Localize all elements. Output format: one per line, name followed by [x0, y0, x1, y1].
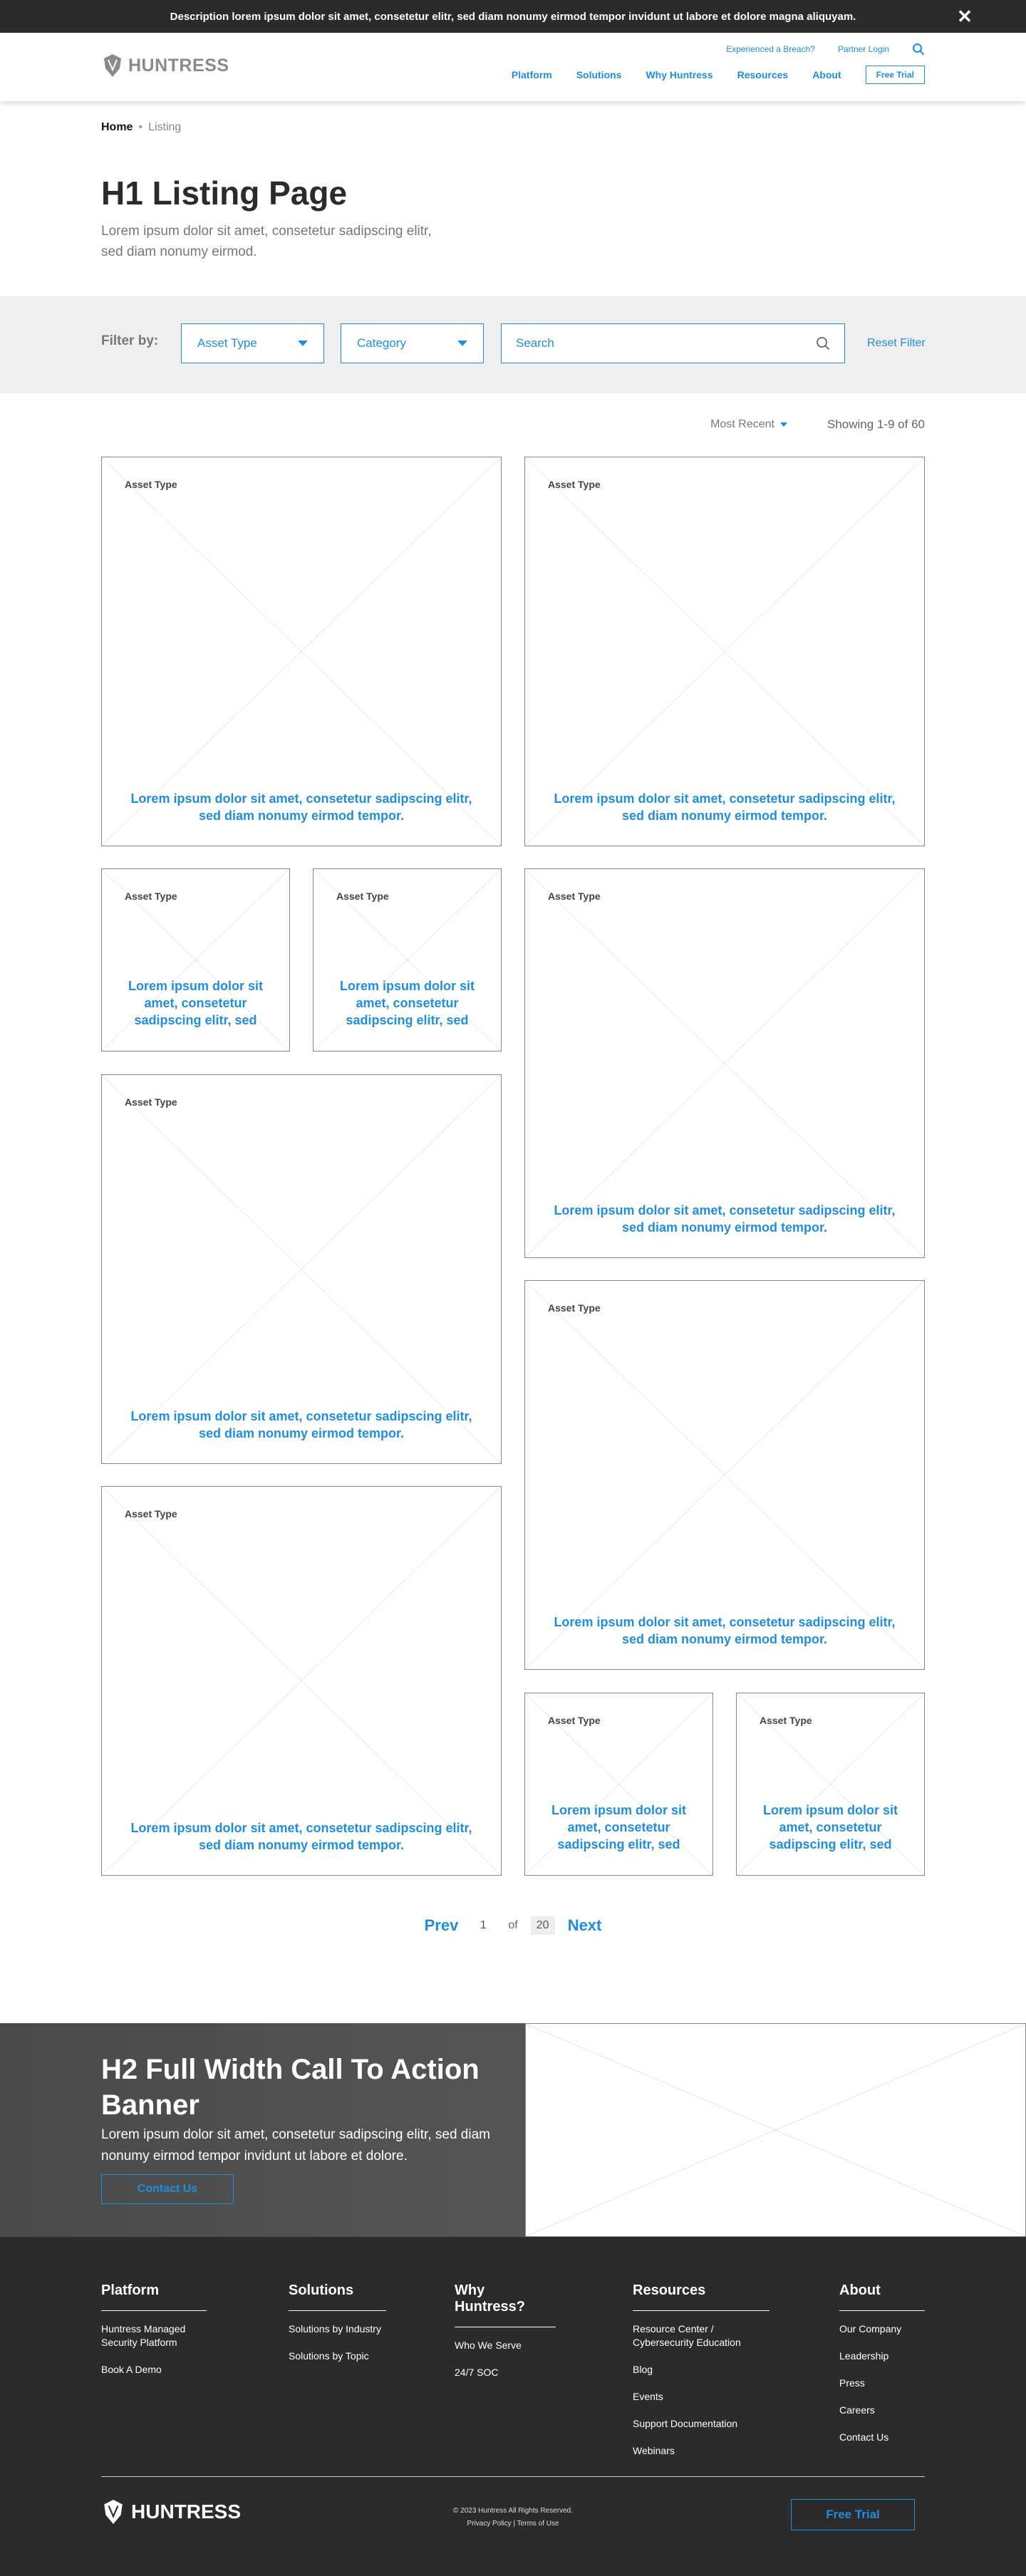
- card-title[interactable]: Lorem ipsum dolor sit amet, consetetur sadipscing elitr, sed diam nonumy eirmod tempor.: [554, 1203, 896, 1235]
- image-placeholder-icon: [102, 1075, 501, 1463]
- footer-link[interactable]: Contact Us: [839, 2431, 889, 2443]
- listing-card[interactable]: [101, 1074, 502, 1464]
- listing-card[interactable]: [101, 457, 502, 846]
- footer-link[interactable]: Webinars: [633, 2445, 675, 2456]
- card-asset-type: Asset Type: [548, 1715, 601, 1726]
- listing-card[interactable]: [736, 1693, 925, 1876]
- card-title[interactable]: Lorem ipsum dolor sit amet, consetetur sadipscing elitr, sed diam nonumy eirmod tempor.: [130, 1409, 472, 1440]
- page-title: H1 Listing Page: [101, 175, 348, 212]
- footer-column-solutions: [289, 2282, 386, 2377]
- card-asset-type: Asset Type: [760, 1715, 812, 1726]
- card-asset-type: Asset Type: [336, 890, 389, 902]
- card-title[interactable]: Lorem ipsum dolor sit amet, consetetur sadipscing elitr, sed diam nonumy eirmod tempor.: [130, 791, 472, 823]
- footer-link[interactable]: Careers: [839, 2404, 875, 2416]
- footer-heading: Why Huntress?: [455, 2282, 556, 2327]
- site-footer: [0, 2237, 1026, 2576]
- results-toolbar: [710, 417, 925, 432]
- legal-separator: |: [513, 2520, 516, 2528]
- listing-card[interactable]: [101, 1486, 502, 1876]
- image-placeholder-icon: [525, 1281, 924, 1669]
- nav-platform[interactable]: Platform: [511, 69, 552, 80]
- asset-type-select[interactable]: [181, 323, 324, 363]
- cta-banner: [0, 2023, 1026, 2237]
- nav-about[interactable]: About: [812, 69, 841, 80]
- image-placeholder-icon: [526, 2024, 1025, 2236]
- search-icon[interactable]: [912, 43, 925, 56]
- breach-link[interactable]: Experienced a Breach?: [726, 44, 815, 54]
- nav-resources[interactable]: Resources: [737, 69, 789, 80]
- sort-dropdown[interactable]: [710, 418, 787, 431]
- nav-solutions[interactable]: Solutions: [576, 69, 622, 80]
- page-of-label: of: [508, 1919, 518, 1931]
- close-icon[interactable]: ✕: [957, 6, 973, 27]
- card-asset-type: Asset Type: [125, 1508, 177, 1520]
- huntress-shield-icon: [101, 53, 124, 78]
- breadcrumb-home[interactable]: Home: [101, 121, 133, 133]
- main-nav: [512, 66, 925, 84]
- footer-column-about: [839, 2282, 925, 2458]
- footer-link[interactable]: Press: [839, 2377, 865, 2389]
- footer-free-trial-button[interactable]: Free Trial: [791, 2499, 915, 2530]
- utility-nav: [726, 43, 925, 56]
- image-placeholder-icon: [525, 869, 924, 1257]
- contact-us-button[interactable]: Contact Us: [101, 2174, 234, 2204]
- footer-heading: Platform: [101, 2282, 207, 2311]
- announcement-text: Description lorem ipsum dolor sit amet, consetetur elitr, sed diam nonumy eirmod tempor invidunt ut labore et dolore magna aliquyam.: [170, 10, 856, 23]
- total-pages: 20: [531, 1916, 555, 1935]
- footer-column-resources: [633, 2282, 770, 2471]
- category-select[interactable]: [341, 323, 484, 363]
- prev-page-link[interactable]: Prev: [424, 1916, 459, 1934]
- search-field: [501, 323, 845, 363]
- image-placeholder-icon: [102, 1487, 501, 1875]
- terms-of-use-link[interactable]: Terms of Use: [517, 2520, 559, 2528]
- pagination: [0, 1916, 1026, 1935]
- card-title[interactable]: Lorem ipsum dolor sit amet, consetetur sadipscing elitr, sed diam nonumy eirmod tempor.: [130, 1821, 472, 1852]
- footer-link[interactable]: Resource Center / Cybersecurity Education: [633, 2323, 741, 2348]
- search-icon[interactable]: [816, 336, 830, 350]
- search-input[interactable]: [516, 336, 801, 350]
- breadcrumb-current: Listing: [148, 121, 182, 133]
- card-asset-type: Asset Type: [125, 1096, 177, 1108]
- chevron-down-icon: [457, 341, 467, 346]
- category-select-value: Category: [357, 336, 406, 350]
- footer-link[interactable]: Our Company: [839, 2323, 902, 2334]
- footer-logo-text: HUNTRESS: [131, 2500, 242, 2523]
- card-asset-type: Asset Type: [548, 890, 601, 902]
- chevron-down-icon: [780, 422, 787, 427]
- filter-bar: [0, 296, 1026, 393]
- card-asset-type: Asset Type: [125, 479, 177, 490]
- current-page[interactable]: 1: [480, 1919, 487, 1931]
- card-title[interactable]: Lorem ipsum dolor sit amet, consetetur sadipscing elitr, sed diam nonumy eirmod tempor.: [554, 1615, 896, 1646]
- cta-body: Lorem ipsum dolor sit amet, consetetur sadipscing elitr, sed diam nonumy eirmod tempor invidunt ut labore et dolore.: [101, 2127, 490, 2164]
- footer-link[interactable]: Events: [633, 2391, 663, 2402]
- card-asset-type: Asset Type: [548, 1302, 601, 1314]
- listing-card[interactable]: [101, 868, 290, 1051]
- footer-column-why-huntress: [455, 2282, 556, 2393]
- announcement-bar: [0, 0, 1026, 33]
- cta-image: [525, 2023, 1026, 2237]
- footer-heading: Solutions: [289, 2282, 386, 2311]
- logo-text: HUNTRESS: [128, 55, 229, 76]
- footer-divider: [101, 2476, 925, 2477]
- listing-card[interactable]: [524, 457, 925, 846]
- listing-card[interactable]: [524, 868, 925, 1258]
- cta-title: H2 Full Width Call To Action Banner: [101, 2054, 480, 2121]
- listing-card[interactable]: [524, 1693, 713, 1876]
- copyright-text: © 2023 Huntress All Rights Reserved.: [452, 2507, 573, 2515]
- listing-card[interactable]: [313, 868, 502, 1051]
- results-count: Showing 1-9 of 60: [826, 417, 925, 431]
- card-title[interactable]: Lorem ipsum dolor sit amet, consetetur sadipscing elitr, sed: [551, 1803, 687, 1852]
- image-placeholder-icon: [525, 457, 924, 846]
- footer-link[interactable]: Solutions by Topic: [289, 2350, 369, 2362]
- footer-link[interactable]: Book A Demo: [101, 2364, 162, 2375]
- footer-link[interactable]: Support Documentation: [633, 2418, 738, 2429]
- page-intro: Lorem ipsum dolor sit amet, consetetur sadipscing elitr, sed diam nonumy eirmod.: [101, 224, 432, 259]
- card-title[interactable]: Lorem ipsum dolor sit amet, consetetur sadipscing elitr, sed diam nonumy eirmod tempor.: [554, 791, 896, 823]
- footer-heading: About: [839, 2282, 925, 2311]
- sort-value: Most Recent: [710, 418, 774, 430]
- card-title[interactable]: Lorem ipsum dolor sit amet, consetetur sadipscing elitr, sed: [128, 979, 264, 1027]
- card-title[interactable]: Lorem ipsum dolor sit amet, consetetur sadipscing elitr, sed: [762, 1803, 898, 1852]
- footer-link[interactable]: 24/7 SOC: [455, 2367, 499, 2378]
- footer-link[interactable]: Leadership: [839, 2350, 889, 2362]
- card-asset-type: Asset Type: [125, 890, 177, 902]
- reset-filter-link[interactable]: Reset Filter: [867, 337, 926, 349]
- listing-card[interactable]: [524, 1280, 925, 1670]
- breadcrumb: [101, 121, 181, 134]
- footer-link[interactable]: Huntress Managed Security Platform: [101, 2323, 186, 2348]
- footer-column-platform: [101, 2282, 207, 2390]
- site-header: [0, 33, 1026, 101]
- card-asset-type: Asset Type: [548, 479, 601, 490]
- filter-label: Filter by:: [101, 333, 159, 348]
- image-placeholder-icon: [102, 457, 501, 846]
- footer-link[interactable]: Who We Serve: [455, 2339, 522, 2351]
- card-title[interactable]: Lorem ipsum dolor sit amet, consetetur sadipscing elitr, sed: [339, 979, 475, 1027]
- free-trial-button[interactable]: Free Trial: [866, 66, 925, 84]
- chevron-down-icon: [298, 341, 308, 346]
- nav-why-huntress[interactable]: Why Huntress: [646, 69, 713, 80]
- partner-login-link[interactable]: Partner Login: [837, 44, 889, 54]
- footer-heading: Resources: [633, 2282, 770, 2311]
- next-page-link[interactable]: Next: [567, 1916, 602, 1934]
- privacy-policy-link[interactable]: Privacy Policy: [467, 2520, 512, 2528]
- logo[interactable]: [101, 53, 229, 78]
- asset-type-select-value: Asset Type: [197, 336, 257, 350]
- breadcrumb-separator: •: [138, 121, 143, 133]
- footer-link[interactable]: Solutions by Industry: [289, 2323, 381, 2334]
- footer-link[interactable]: Blog: [633, 2364, 653, 2375]
